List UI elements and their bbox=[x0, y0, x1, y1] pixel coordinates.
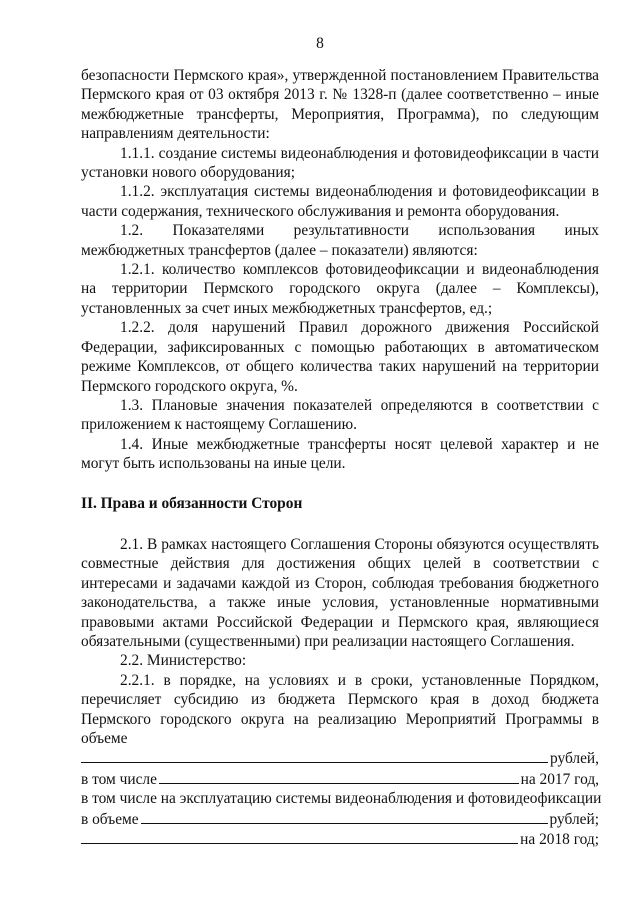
paragraph-1-3: 1.3. Плановые значения показателей определяются в соответствии с приложением к настоящему Соглашению. bbox=[81, 396, 599, 434]
paragraph-1-1-2: 1.1.2. эксплуатация системы видеонаблюдения и фотовидеофиксации в части содержания, технического обслуживания и ремонта оборудования. bbox=[81, 183, 599, 220]
blank-2018-rule bbox=[81, 829, 518, 844]
including-label: в том числе bbox=[81, 770, 157, 788]
volume-label: в объеме bbox=[81, 810, 139, 828]
fill-line-operation bbox=[81, 789, 602, 808]
blank-amount-rule bbox=[81, 748, 548, 763]
page-number: 8 bbox=[316, 35, 324, 52]
paragraph-intro: безопасности Пермского края», утвержденной постановлением Правительства Пермского края от 03 октября 2013 г. № 1328-п (далее соответственно – иные межбюджетные трансферты, Мероприятия, Программа), по следующим направлениям деятельности: bbox=[81, 67, 599, 143]
rubles-label-2: рублей; bbox=[549, 810, 599, 828]
blank-volume-rule bbox=[141, 809, 548, 824]
paragraph-1-1-1: 1.1.1. создание системы видеонаблюдения и фотовидеофиксации в части установки нового оборудования; bbox=[81, 144, 599, 182]
paragraph-2-2: 2.2. Министерство: bbox=[120, 652, 247, 670]
paragraph-1-4: 1.4. Иные межбюджетные трансферты носят целевой характер и не могут быть использованы на иные цели. bbox=[81, 435, 599, 473]
fill-line-2018 bbox=[81, 829, 599, 849]
paragraph-2-2-1: 2.2.1. в порядке, на условиях и в сроки, установленные Порядком, перечисляет субсидию из бюджета Пермского края в доход бюджета Пермского городского округа на реализацию Мероприятий Программы в объеме bbox=[81, 671, 599, 747]
year-2018-label: на 2018 год; bbox=[520, 831, 599, 849]
fill-line-volume bbox=[81, 809, 599, 829]
paragraph-1-2-2: 1.2.2. доля нарушений Правил дорожного движения Российской Федерации, зафиксированных с помощью работающих в автоматическом режиме Комплексов, от общего количества таких нарушений на территории Пермского городского округа, %. bbox=[81, 319, 599, 395]
paragraph-2-1: 2.1. В рамках настоящего Соглашения Стороны обязуются осуществлять совместные действия для достижения общих целей в соответствии с интересами и задачами каждой из Сторон, соблюдая требования бюджетного законодательства, а также иные условия, установленные нормативными правовыми актами Российской Федерации и Пермского края, являющиеся обязательными (существенными) при реализации настоящего Соглашения. bbox=[81, 535, 599, 650]
body-text bbox=[81, 66, 602, 849]
section-title: II. Права и обязанности Сторон bbox=[81, 494, 303, 512]
rubles-label: рублей, bbox=[549, 750, 599, 768]
paragraph-1-2-1: 1.2.1. количество комплексов фотовидеофиксации и видеонаблюдения на территории Пермского городского округа (далее – Комплексы), установленных за счет иных межбюджетных трансфертов, ед.; bbox=[81, 261, 599, 317]
fill-line-amount bbox=[81, 748, 599, 768]
fill-line-2017 bbox=[81, 769, 599, 789]
year-2017-label: на 2017 год, bbox=[520, 770, 599, 788]
blank-2017-rule bbox=[159, 769, 519, 784]
operation-text: в том числе на эксплуатацию системы видеонаблюдения и фотовидеофиксации bbox=[81, 790, 602, 808]
paragraph-1-2: 1.2. Показателями результативности использования иных межбюджетных трансфертов (далее – показатели) являются: bbox=[81, 222, 599, 259]
